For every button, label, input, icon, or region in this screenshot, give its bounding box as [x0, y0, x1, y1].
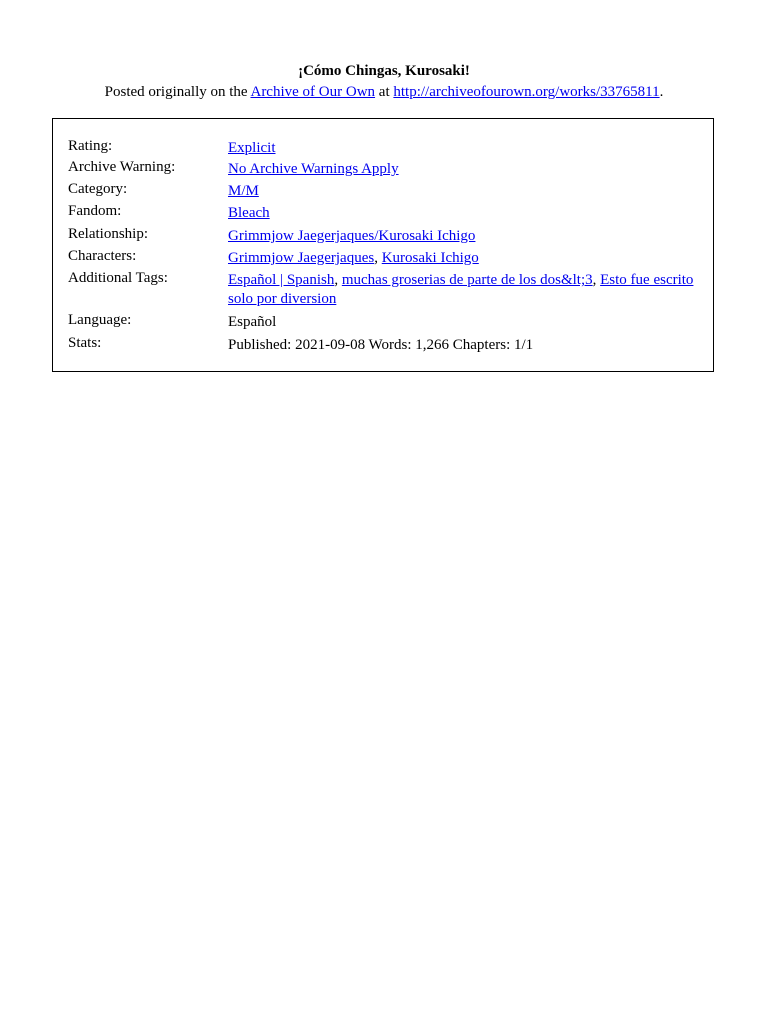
at-text: at — [375, 84, 394, 100]
relationship-link[interactable]: Grimmjow Jaegerjaques/Kurosaki Ichigo — [228, 228, 476, 244]
fandom-label: Fandom: — [68, 203, 122, 219]
period: . — [659, 84, 664, 100]
rating-link[interactable]: Explicit — [228, 140, 276, 156]
language-label: Language: — [68, 312, 132, 328]
warning-link[interactable]: No Archive Warnings Apply — [228, 161, 399, 177]
tag-link[interactable]: Español | Spanish — [228, 272, 335, 288]
rating-label: Rating: — [68, 138, 113, 154]
posted-prefix: Posted originally on the — [104, 84, 251, 100]
category-label: Category: — [68, 181, 128, 197]
category-value — [228, 182, 698, 201]
work-title: ¡Cómo Chingas, Kurosaki! — [298, 63, 470, 79]
language-value: Español — [228, 314, 277, 330]
stats-value: Published: 2021-09-08 Words: 1,266 Chapters: 1/1 — [228, 337, 534, 353]
tags-value — [228, 271, 698, 309]
fandom-value — [228, 204, 698, 223]
tags-label: Additional Tags: — [68, 270, 168, 286]
work-url-link[interactable]: http://archiveofourown.org/works/33765811 — [393, 84, 660, 100]
stats-label: Stats: — [68, 335, 102, 351]
rating-value — [228, 139, 698, 158]
characters-label: Characters: — [68, 248, 137, 264]
character-link[interactable]: Kurosaki Ichigo — [381, 250, 479, 266]
posted-line — [0, 83, 768, 102]
warning-label: Archive Warning: — [68, 159, 176, 175]
meta-box — [52, 118, 714, 372]
tag-link[interactable]: muchas groserias de parte de los dos&lt;3 — [341, 272, 593, 288]
archive-link[interactable]: Archive of Our Own — [250, 84, 376, 100]
separator: , — [592, 272, 601, 288]
characters-value — [228, 249, 698, 268]
separator: , — [374, 250, 382, 266]
fandom-link[interactable]: Bleach — [228, 205, 270, 221]
warning-value — [228, 160, 698, 179]
tag-link[interactable]: Esto fue escrito solo por diversion — [228, 272, 694, 307]
relationship-value — [228, 227, 698, 246]
work-header — [0, 62, 768, 102]
character-link[interactable]: Grimmjow Jaegerjaques — [228, 250, 375, 266]
separator: , — [334, 272, 342, 288]
relationship-label: Relationship: — [68, 226, 148, 242]
category-link[interactable]: M/M — [228, 183, 259, 199]
